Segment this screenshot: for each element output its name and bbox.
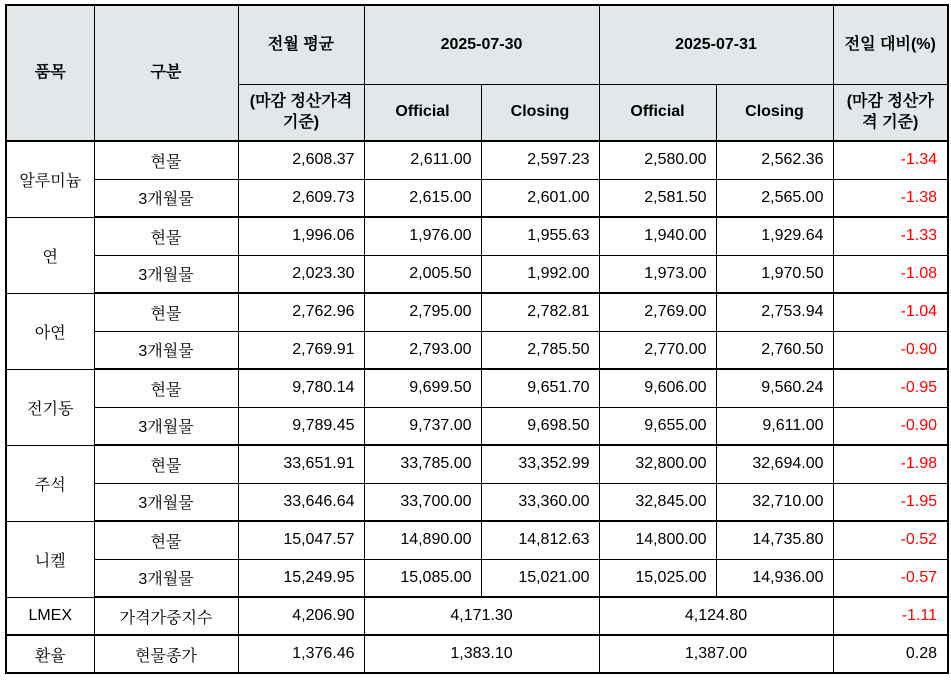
cell-d2-closing: 9,611.00 (716, 407, 833, 445)
cell-d1-official: 2,793.00 (364, 331, 481, 369)
cell-d1-closing: 15,021.00 (481, 559, 599, 597)
cell-d1-official: 33,785.00 (364, 445, 481, 483)
cell-d2-merged: 1,387.00 (599, 635, 833, 673)
cell-d1-official: 2,615.00 (364, 179, 481, 217)
cell-category: 현물 (94, 521, 238, 559)
cell-category: 현물 (94, 293, 238, 331)
header-prev-month-sub: (마감 정산가격 기준) (238, 85, 364, 142)
cell-category: 3개월물 (94, 407, 238, 445)
cell-change: -0.90 (833, 407, 948, 445)
cell-change: -0.95 (833, 369, 948, 407)
cell-item: 연 (6, 217, 94, 293)
header-category: 구분 (94, 5, 238, 141)
cell-d2-official: 9,655.00 (599, 407, 716, 445)
table-row (6, 445, 948, 483)
cell-d2-closing: 32,710.00 (716, 483, 833, 521)
cell-prev-avg: 33,646.64 (238, 483, 364, 521)
table-row (6, 179, 948, 217)
cell-d2-official: 1,940.00 (599, 217, 716, 255)
cell-d2-official: 2,581.50 (599, 179, 716, 217)
cell-d1-closing: 2,597.23 (481, 141, 599, 179)
table-row (6, 255, 948, 293)
cell-d2-closing: 14,735.80 (716, 521, 833, 559)
cell-d2-official: 2,580.00 (599, 141, 716, 179)
cell-change: -0.52 (833, 521, 948, 559)
header-date1: 2025-07-30 (364, 5, 599, 85)
cell-item: LMEX (6, 597, 94, 635)
cell-prev-avg: 2,609.73 (238, 179, 364, 217)
cell-category: 현물 (94, 217, 238, 255)
cell-change: -1.98 (833, 445, 948, 483)
cell-d1-closing: 2,785.50 (481, 331, 599, 369)
cell-change: -1.95 (833, 483, 948, 521)
table-row (6, 407, 948, 445)
header-date2-official: Official (599, 85, 716, 142)
cell-d1-official: 1,976.00 (364, 217, 481, 255)
header-date1-official: Official (364, 85, 481, 142)
cell-item: 환율 (6, 635, 94, 673)
cell-item: 주석 (6, 445, 94, 521)
cell-d1-official: 2,005.50 (364, 255, 481, 293)
cell-d2-official: 1,973.00 (599, 255, 716, 293)
header-prev-month: 전월 평균 (238, 5, 364, 85)
table-row (6, 293, 948, 331)
header-item: 품목 (6, 5, 94, 141)
cell-category: 현물 (94, 445, 238, 483)
cell-d2-official: 15,025.00 (599, 559, 716, 597)
cell-d2-closing: 1,929.64 (716, 217, 833, 255)
cell-prev-avg: 15,249.95 (238, 559, 364, 597)
cell-category: 3개월물 (94, 559, 238, 597)
cell-d1-closing: 9,651.70 (481, 369, 599, 407)
cell-category: 3개월물 (94, 483, 238, 521)
table-row (6, 217, 948, 255)
cell-prev-avg: 2,023.30 (238, 255, 364, 293)
cell-d2-merged: 4,124.80 (599, 597, 833, 635)
cell-d2-official: 14,800.00 (599, 521, 716, 559)
cell-category: 3개월물 (94, 179, 238, 217)
header-date2: 2025-07-31 (599, 5, 833, 85)
cell-item: 알루미늄 (6, 141, 94, 217)
cell-category: 현물 (94, 141, 238, 179)
cell-d2-closing: 1,970.50 (716, 255, 833, 293)
cell-d1-official: 2,795.00 (364, 293, 481, 331)
cell-d1-official: 15,085.00 (364, 559, 481, 597)
table-row (6, 559, 948, 597)
cell-d1-merged: 4,171.30 (364, 597, 599, 635)
cell-change: -1.34 (833, 141, 948, 179)
cell-d1-closing: 1,955.63 (481, 217, 599, 255)
cell-d1-closing: 2,601.00 (481, 179, 599, 217)
cell-d1-official: 33,700.00 (364, 483, 481, 521)
table-row (6, 635, 948, 673)
header-date1-closing: Closing (481, 85, 599, 142)
cell-prev-avg: 2,762.96 (238, 293, 364, 331)
lme-price-table (5, 4, 949, 674)
cell-prev-avg: 9,780.14 (238, 369, 364, 407)
cell-d2-closing: 2,760.50 (716, 331, 833, 369)
cell-category: 3개월물 (94, 255, 238, 293)
cell-d2-closing: 2,565.00 (716, 179, 833, 217)
table-row (6, 369, 948, 407)
cell-change: -1.08 (833, 255, 948, 293)
cell-d2-closing: 2,562.36 (716, 141, 833, 179)
cell-d1-closing: 33,360.00 (481, 483, 599, 521)
table-header (6, 5, 948, 141)
cell-d2-official: 9,606.00 (599, 369, 716, 407)
cell-d1-closing: 2,782.81 (481, 293, 599, 331)
header-date2-closing: Closing (716, 85, 833, 142)
cell-prev-avg: 15,047.57 (238, 521, 364, 559)
cell-prev-avg: 33,651.91 (238, 445, 364, 483)
table-row (6, 141, 948, 179)
cell-change: -1.38 (833, 179, 948, 217)
table-row (6, 331, 948, 369)
cell-d2-closing: 2,753.94 (716, 293, 833, 331)
cell-change: -0.90 (833, 331, 948, 369)
cell-category: 현물 (94, 369, 238, 407)
cell-d2-closing: 14,936.00 (716, 559, 833, 597)
cell-d1-closing: 1,992.00 (481, 255, 599, 293)
cell-prev-avg: 1,376.46 (238, 635, 364, 673)
cell-d1-closing: 9,698.50 (481, 407, 599, 445)
cell-category: 현물종가 (94, 635, 238, 673)
cell-d1-closing: 33,352.99 (481, 445, 599, 483)
table-row (6, 483, 948, 521)
cell-prev-avg: 9,789.45 (238, 407, 364, 445)
cell-change: -1.33 (833, 217, 948, 255)
cell-d2-official: 32,845.00 (599, 483, 716, 521)
cell-change: -0.57 (833, 559, 948, 597)
cell-d2-closing: 32,694.00 (716, 445, 833, 483)
cell-category: 3개월물 (94, 331, 238, 369)
cell-item: 전기동 (6, 369, 94, 445)
header-change-sub: (마감 정산가격 기준) (833, 85, 948, 142)
cell-d1-closing: 14,812.63 (481, 521, 599, 559)
cell-d2-official: 2,770.00 (599, 331, 716, 369)
table-row (6, 521, 948, 559)
header-change: 전일 대비(%) (833, 5, 948, 85)
cell-prev-avg: 2,769.91 (238, 331, 364, 369)
cell-category: 가격가중지수 (94, 597, 238, 635)
cell-item: 니켈 (6, 521, 94, 597)
cell-d2-closing: 9,560.24 (716, 369, 833, 407)
cell-prev-avg: 2,608.37 (238, 141, 364, 179)
cell-change: 0.28 (833, 635, 948, 673)
cell-d1-official: 2,611.00 (364, 141, 481, 179)
cell-prev-avg: 1,996.06 (238, 217, 364, 255)
cell-d1-merged: 1,383.10 (364, 635, 599, 673)
cell-prev-avg: 4,206.90 (238, 597, 364, 635)
cell-change: -1.04 (833, 293, 948, 331)
cell-d1-official: 14,890.00 (364, 521, 481, 559)
cell-d2-official: 32,800.00 (599, 445, 716, 483)
cell-d1-official: 9,737.00 (364, 407, 481, 445)
cell-item: 아연 (6, 293, 94, 369)
cell-change: -1.11 (833, 597, 948, 635)
cell-d1-official: 9,699.50 (364, 369, 481, 407)
table-row (6, 597, 948, 635)
cell-d2-official: 2,769.00 (599, 293, 716, 331)
